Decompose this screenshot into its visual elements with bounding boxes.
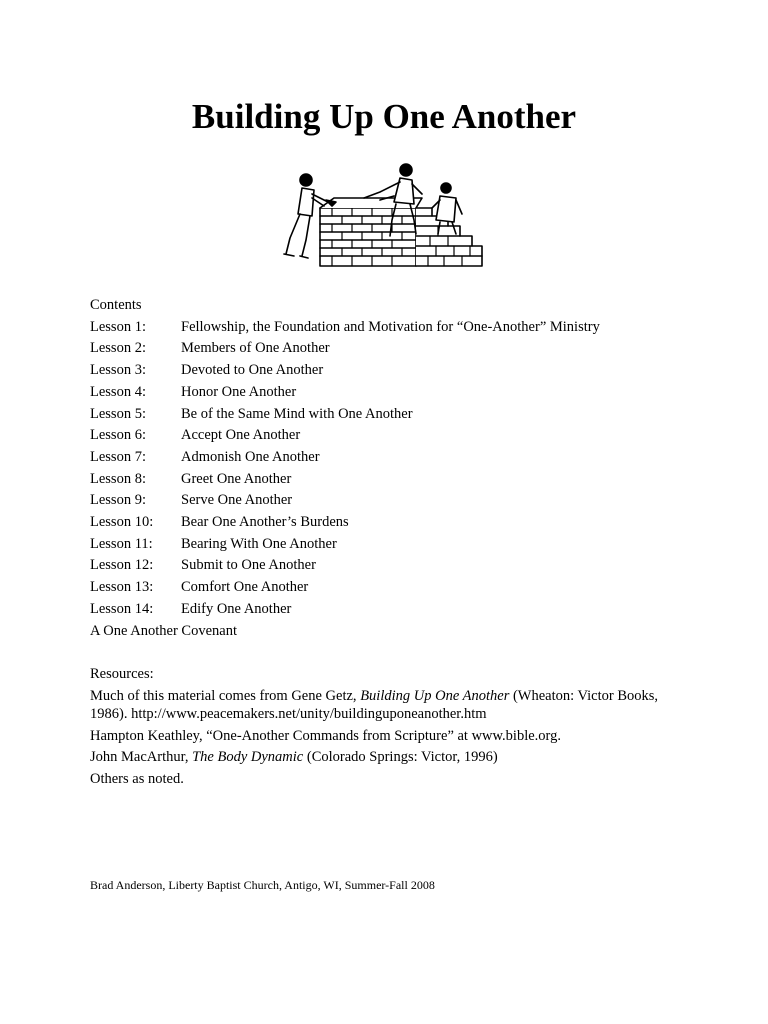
toc-lesson-4: [90, 382, 730, 404]
lesson-title: Edify One Another: [181, 600, 292, 617]
lesson-title: Greet One Another: [181, 470, 292, 487]
lesson-title: Admonish One Another: [181, 448, 320, 465]
lesson-title: Fellowship, the Foundation and Motivation for “One-Another” Ministry: [181, 318, 600, 335]
lesson-number: Lesson 7:: [90, 448, 146, 465]
toc-lesson-1: [90, 317, 730, 339]
lesson-title: Bear One Another’s Burdens: [181, 514, 349, 531]
resource-text: (Wheaton: Victor Books, 1986). http://www.peacemakers.net/unity/buildinguponeanother.htm: [90, 687, 659, 722]
resource-others: Others as noted.: [90, 770, 184, 787]
toc-lesson-10: [90, 512, 730, 534]
lesson-title: Members of One Another: [181, 340, 330, 357]
resource-text: (Colorado Springs: Victor, 1996): [303, 749, 498, 765]
lesson-title: Bearing With One Another: [181, 535, 337, 552]
toc-lesson-3: [90, 360, 730, 382]
toc-lesson-2: [90, 338, 730, 360]
lesson-title: Submit to One Another: [181, 557, 316, 574]
lesson-number: Lesson 2:: [90, 340, 146, 357]
book-title: The Body Dynamic: [192, 749, 304, 765]
toc-lesson-8: [90, 469, 730, 491]
toc-lesson-5: [90, 404, 730, 426]
lesson-title: Comfort One Another: [181, 579, 309, 596]
lesson-number: Lesson 14:: [90, 600, 154, 617]
toc-lesson-6: [90, 425, 730, 447]
book-title: Building Up One Another: [360, 687, 510, 704]
lesson-number: Lesson 1:: [90, 318, 146, 335]
lesson-number: Lesson 13:: [90, 579, 154, 596]
lesson-number: Lesson 3:: [90, 362, 146, 379]
toc-lesson-11: [90, 534, 730, 556]
lesson-title: Honor One Another: [181, 383, 297, 400]
resource-text: John MacArthur,: [90, 749, 193, 765]
lesson-number: Lesson 6:: [90, 427, 146, 444]
lesson-number: Lesson 9:: [90, 492, 146, 509]
lesson-number: Lesson 12:: [90, 557, 154, 574]
author-footer: Brad Anderson, Liberty Baptist Church, Antigo, WI, Summer-Fall 2008: [90, 878, 435, 892]
contents-heading: Contents: [90, 297, 142, 313]
lesson-title: Serve One Another: [181, 492, 293, 509]
toc-lesson-12: [90, 555, 730, 577]
toc-lesson-13: [90, 577, 730, 599]
resources-section: [90, 665, 680, 791]
toc-lesson-14: [90, 599, 730, 621]
lesson-number: Lesson 11:: [90, 535, 153, 552]
toc-lesson-9: [90, 490, 730, 512]
resource-getz: [90, 687, 680, 724]
lesson-title: Devoted to One Another: [181, 362, 324, 379]
lesson-title: Accept One Another: [181, 427, 301, 444]
resources-heading: Resources:: [90, 666, 154, 682]
lesson-number: Lesson 4:: [90, 383, 146, 400]
toc-covenant: A One Another Covenant: [90, 622, 237, 639]
toc-lesson-7: [90, 447, 730, 469]
lesson-number: Lesson 5:: [90, 405, 146, 422]
lesson-title: Be of the Same Mind with One Another: [181, 405, 413, 422]
resource-text: Much of this material comes from Gene Getz,: [90, 687, 361, 704]
page-title: Building Up One Another: [191, 97, 577, 136]
lesson-number: Lesson 8:: [90, 470, 146, 487]
table-of-contents: [90, 295, 730, 642]
people-building-wall-illustration: [272, 158, 492, 290]
resource-macarthur: [90, 748, 680, 767]
lesson-number: Lesson 10:: [90, 514, 154, 531]
resource-keathley: Hampton Keathley, “One-Another Commands from Scripture” at www.bible.org.: [90, 727, 561, 744]
